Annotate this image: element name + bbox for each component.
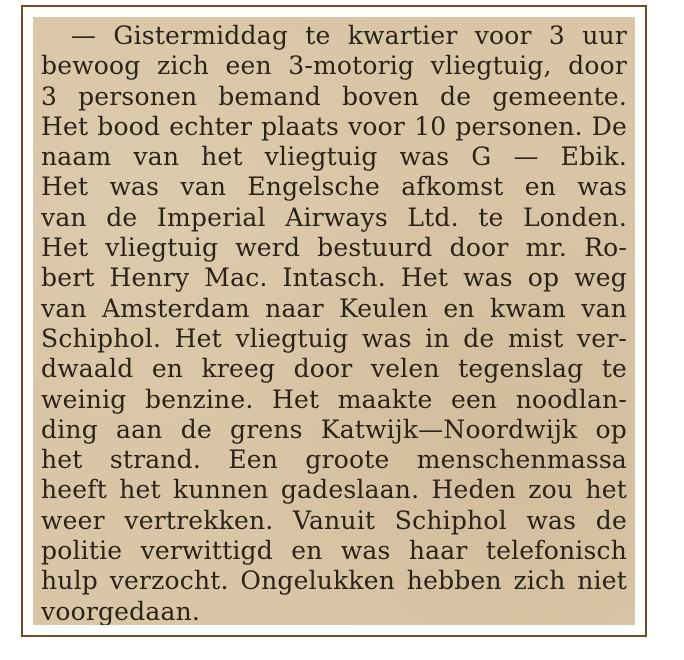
newspaper-clipping (33, 17, 635, 625)
article-line: dwaald en kreeg door velen tegenslag te (41, 354, 627, 384)
article-line: het strand. Een groote menschenmassa (41, 445, 627, 475)
article-line: politie verwittigd en was haar telefonisch (41, 536, 627, 566)
article-line: Het bood echter plaats voor 10 personen. De (41, 111, 627, 141)
article-line: naam van het vliegtuig was G — Ebik. (41, 142, 627, 172)
article-line: weer vertrekken. Vanuit Schiphol was de (41, 505, 627, 535)
article-line: hulp verzocht. Ongelukken hebben zich niet (41, 566, 627, 596)
article-line: Schiphol. Het vliegtuig was in de mist ver- (41, 323, 627, 353)
article-line: 3 personen bemand boven de gemeente. (41, 81, 627, 111)
article-line: bewoog zich een 3-motorig vliegtuig, door (41, 51, 627, 81)
article-line: Het vliegtuig werd bestuurd door mr. Ro- (41, 233, 627, 263)
article-line: weinig benzine. Het maakte een noodlan- (41, 384, 627, 414)
article-line: van de Imperial Airways Ltd. te Londen. (41, 202, 627, 232)
clipping-frame (21, 5, 647, 637)
article-line: ding aan de grens Katwijk—Noordwijk op (41, 414, 627, 444)
article-line: voorgedaan. (41, 596, 201, 625)
article-text (41, 21, 627, 625)
article-line: — Gistermiddag te kwartier voor 3 uur (71, 21, 627, 50)
article-line: bert Henry Mac. Intasch. Het was op weg (41, 263, 627, 293)
article-line: heeft het kunnen gadeslaan. Heden zou het (41, 475, 627, 505)
article-line: van Amsterdam naar Keulen en kwam van (41, 293, 627, 323)
article-line: Het was van Engelsche afkomst en was (41, 172, 627, 202)
